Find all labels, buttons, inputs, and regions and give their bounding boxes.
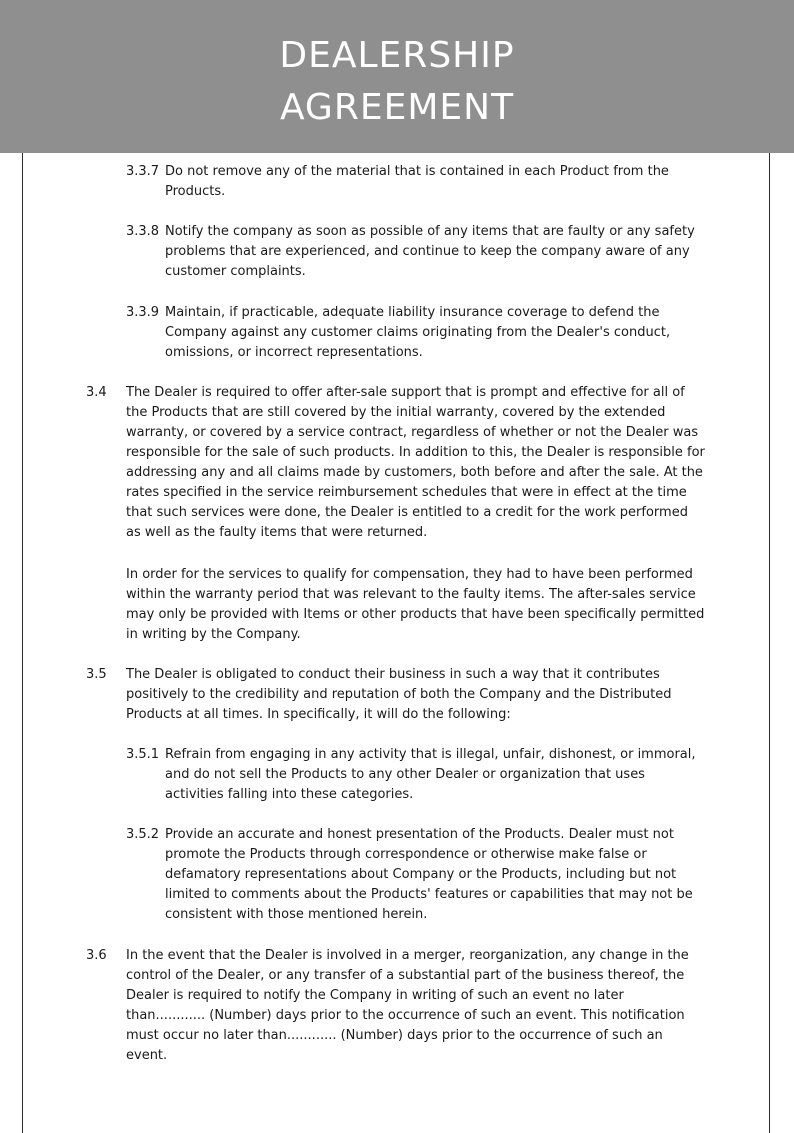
- clause-3-3-9: [126, 303, 706, 363]
- header-banner: [0, 0, 794, 153]
- clause-text: In order for the services to qualify for compensation, they had to have been performed within the warranty period that was relevant to the faulty items. The after-sales service may only be provided with Items or other products that have been specifically permitted in writing by the Company.: [126, 567, 705, 642]
- clause-number: 3.5.2: [126, 827, 160, 842]
- clause-text: Maintain, if practicable, adequate liability insurance coverage to defend the Company against any customer claims originating from the Dealer's conduct, omissions, or incorrect representations.: [165, 305, 671, 360]
- clause-text: In the event that the Dealer is involved in a merger, reorganization, any change in the control of the Dealer, or any transfer of a substantial part of the business thereof, the Dealer is required to notify the Company in writing of such an event no later than............ (Number) days prior to the occurrence of such an event. This notification must occur no later than............ (Number) days prior to the occurrence of such an event.: [126, 948, 689, 1063]
- clause-number: 3.5: [86, 667, 107, 682]
- clause-3-5: [86, 665, 706, 725]
- clause-text: Do not remove any of the material that is contained in each Product from the Products.: [165, 164, 669, 199]
- clause-number: 3.3.9: [126, 305, 160, 320]
- clause-number: 3.3.7: [126, 164, 160, 179]
- clause-3-5-2: [126, 825, 706, 925]
- clause-text: The Dealer is obligated to conduct their business in such a way that it contributes positively to the credibility and reputation of both the Company and the Distributed Products at all times. In specifically, it will do the following:: [126, 667, 672, 722]
- clause-text: Provide an accurate and honest presentation of the Products. Dealer must not promote the Products through correspondence or otherwise make false or defamatory representations about Company or the Products, including but not limited to comments about the Products' features or capabilities that may not be consistent with those mentioned herein.: [165, 827, 693, 922]
- clause-number: 3.4: [86, 385, 107, 400]
- clause-3-4-paragraph-2: [86, 565, 706, 645]
- clause-text: The Dealer is required to offer after-sale support that is prompt and effective for all of the Products that are still covered by the initial warranty, covered by the extended warranty, or covered by a service contract, regardless of whether or not the Dealer was responsible for the sale of such products. In addition to this, the Dealer is responsible for addressing any and all claims made by customers, both before and after the sale. At the rates specified in the service reimbursement schedules that were in effect at the time that such services were done, the Dealer is entitled to a credit for the work performed as well as the faulty items that were returned.: [126, 385, 705, 540]
- clause-3-6: [86, 946, 706, 1066]
- clause-3-5-1: [126, 745, 706, 805]
- document-title-line-1: DEALERSHIP: [279, 35, 515, 76]
- document-title: [0, 30, 794, 134]
- clause-3-3-8: [126, 222, 706, 282]
- document-title-line-2: AGREEMENT: [279, 87, 515, 128]
- clause-text: Refrain from engaging in any activity that is illegal, unfair, dishonest, or immoral, and do not sell the Products to any other Dealer or organization that uses activities falling into these categories.: [165, 747, 696, 802]
- clause-number: 3.5.1: [126, 747, 160, 762]
- clause-3-4: [86, 383, 706, 543]
- clause-text: Notify the company as soon as possible of any items that are faulty or any safety problems that are experienced, and continue to keep the company aware of any customer complaints.: [165, 224, 695, 279]
- clause-number: 3.6: [86, 948, 107, 963]
- clause-3-3-7: [126, 162, 706, 202]
- clause-number: 3.3.8: [126, 224, 160, 239]
